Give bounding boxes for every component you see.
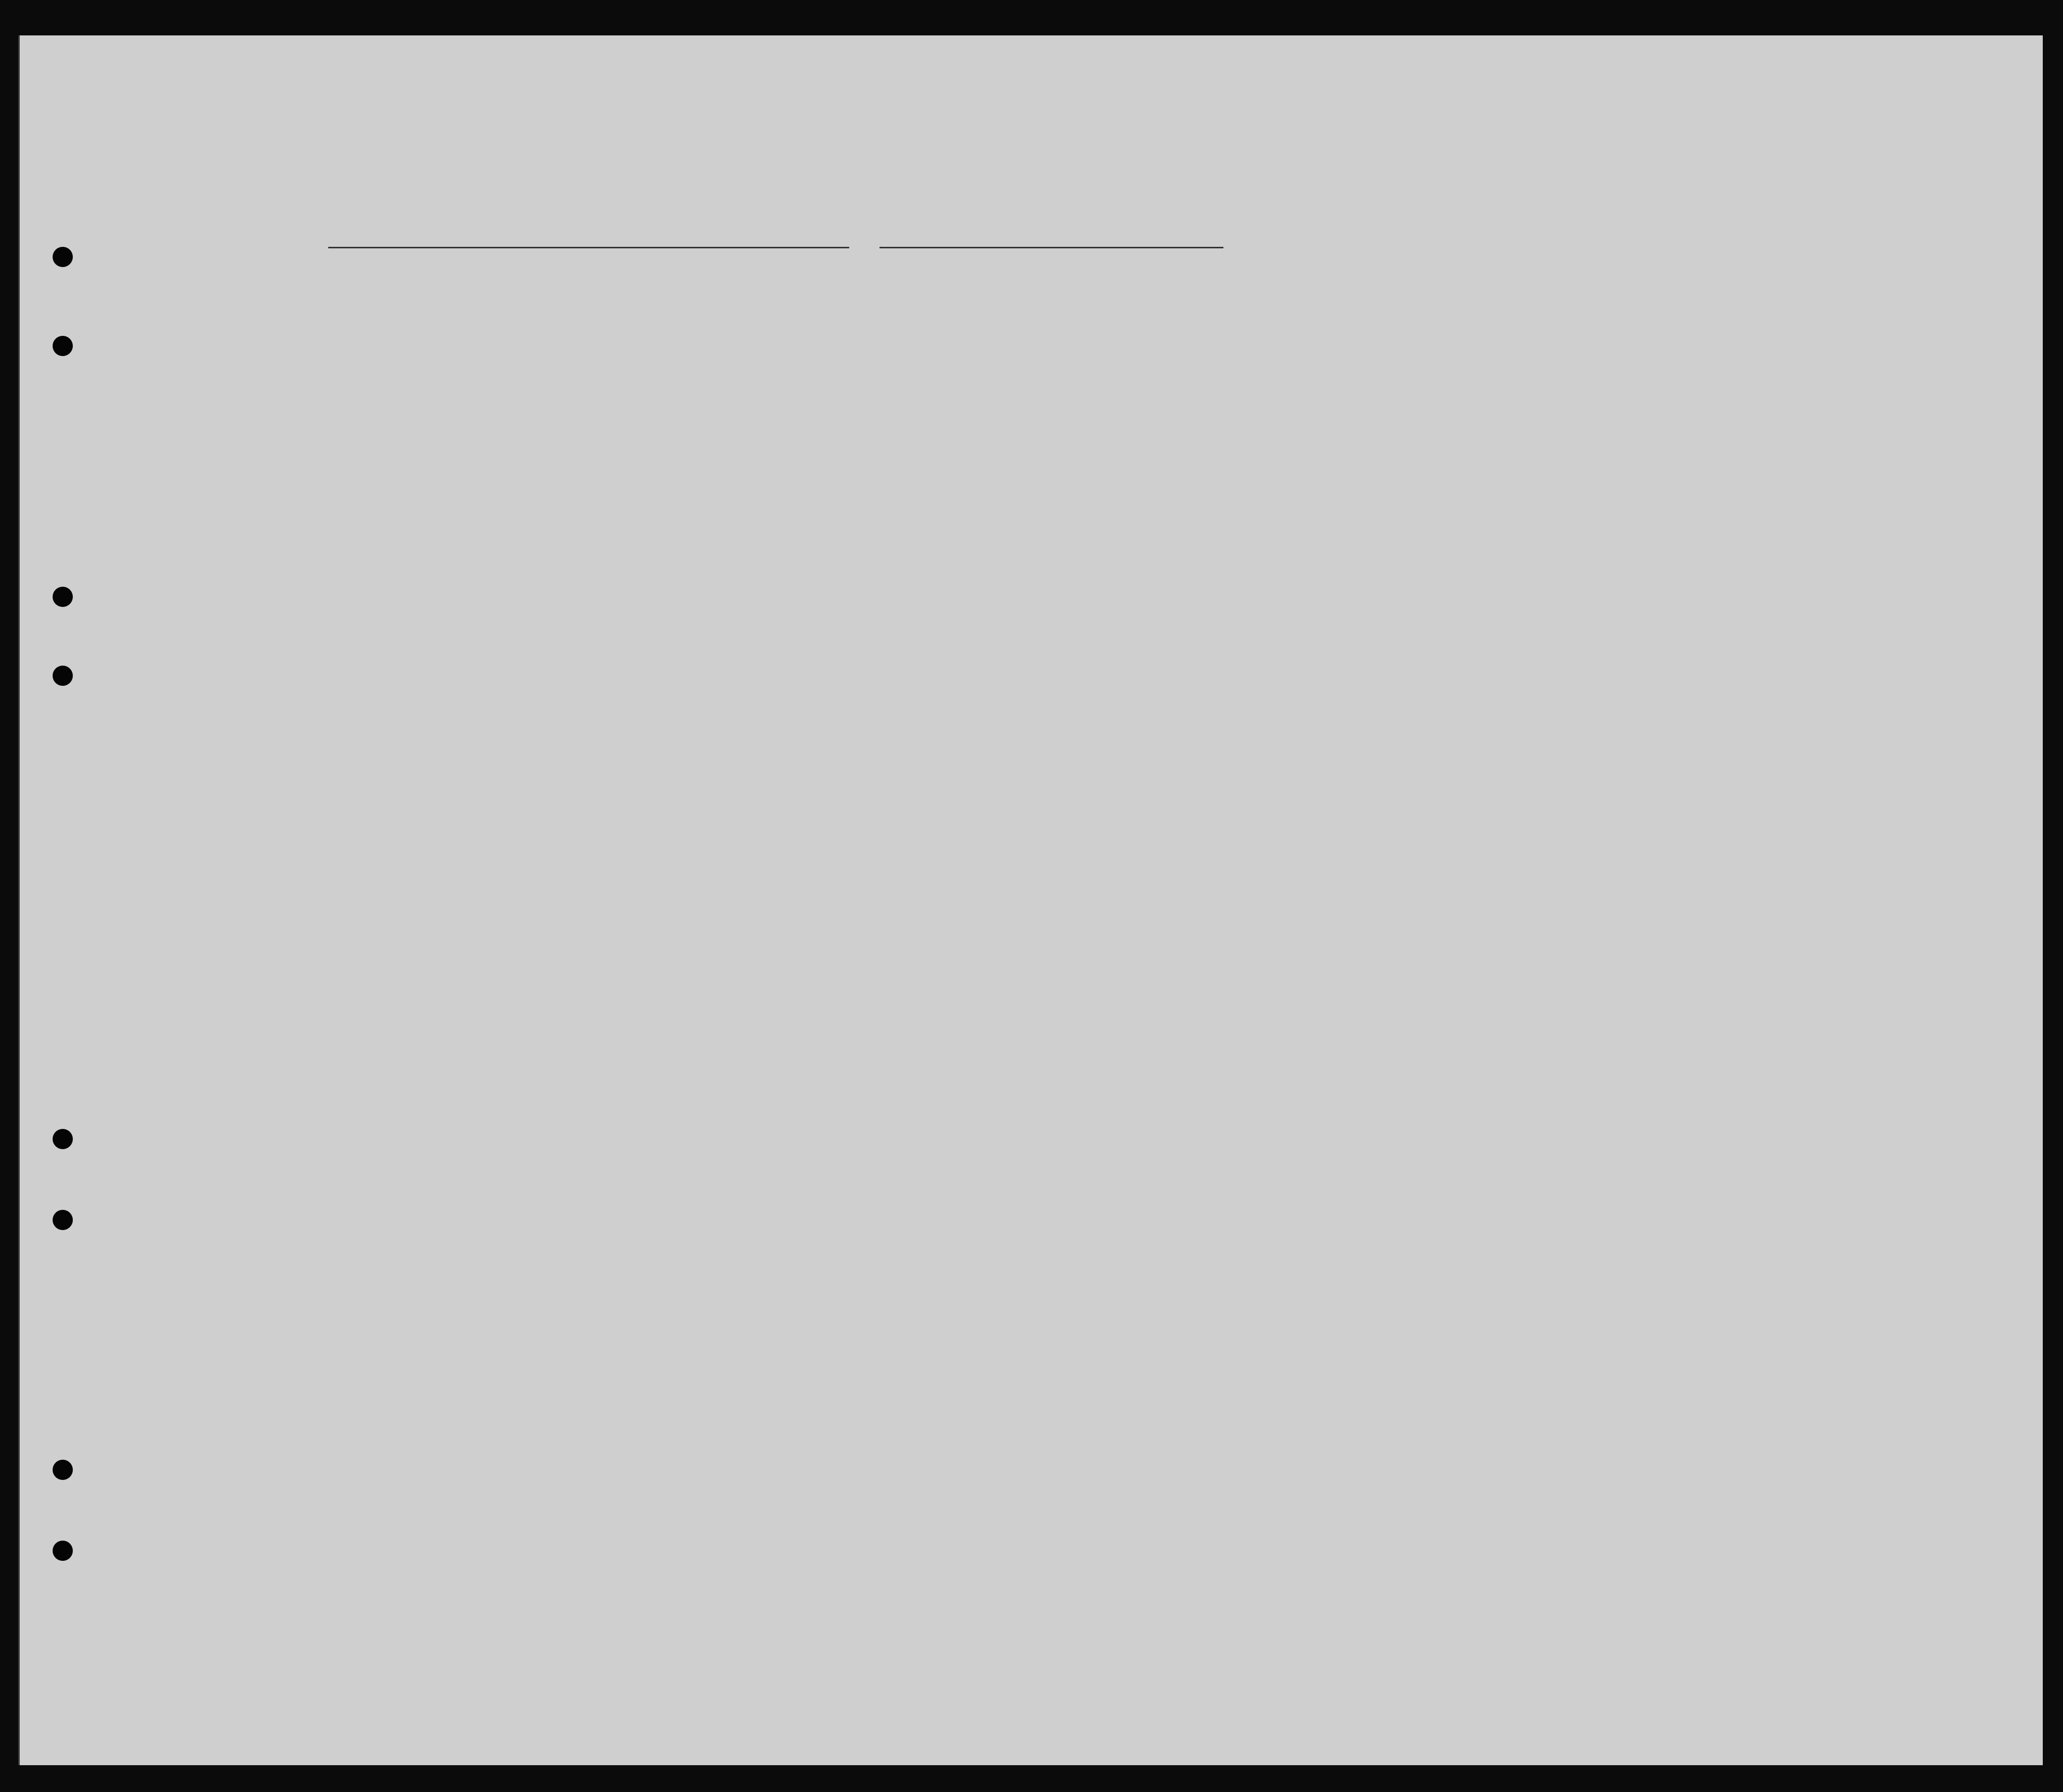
binder-hole xyxy=(53,587,73,607)
binder-hole xyxy=(53,247,73,267)
binder-hole xyxy=(53,666,73,686)
binder-hole xyxy=(53,1210,73,1230)
binder-hole xyxy=(53,1129,73,1149)
binder-hole xyxy=(53,336,73,356)
binder-hole xyxy=(53,1460,73,1480)
manifest-grid xyxy=(20,35,2043,1765)
binder-hole xyxy=(53,1541,73,1561)
manifest-sheet xyxy=(18,35,2043,1765)
